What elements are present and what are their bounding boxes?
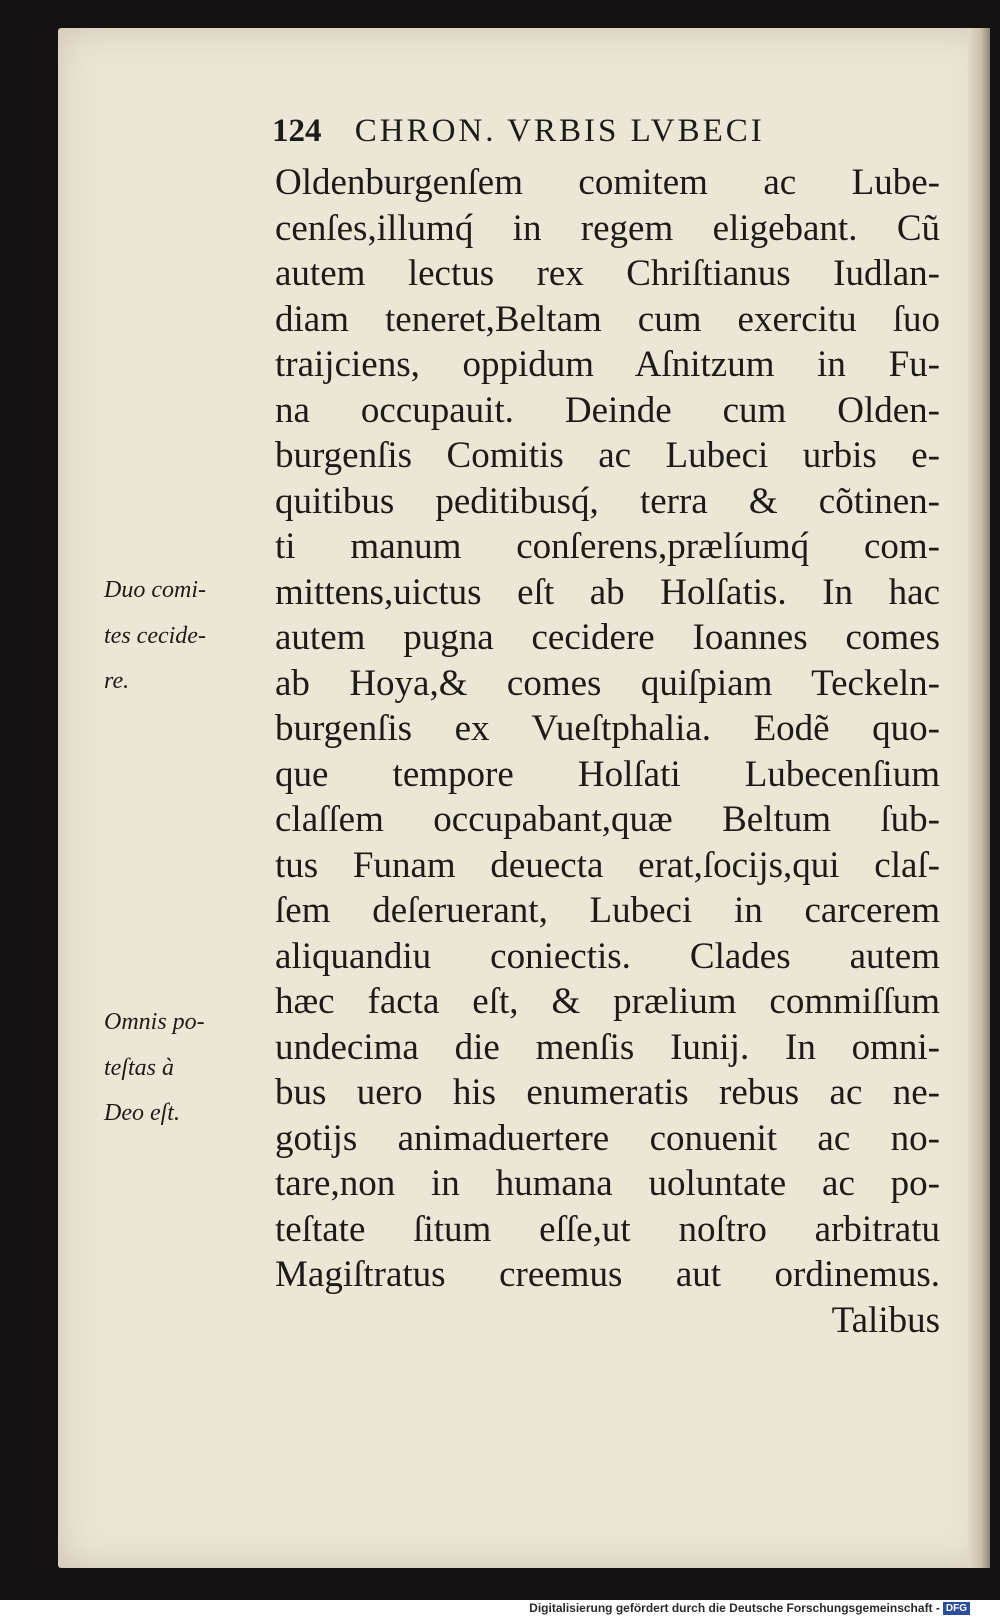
text-line: Magiſtratus creemus aut ordinemus. (275, 1254, 940, 1295)
dfg-logo: DFG (943, 1602, 970, 1615)
text-line: ſem deſeruerant, Lubeci in carcerem (275, 890, 940, 931)
text-line: diam teneret,Beltam cum exercitu ſuo (275, 298, 940, 340)
text-line: cenſes,illumq́ in regem eligebant. Cũ (275, 207, 940, 249)
digitization-credit (529, 1601, 970, 1615)
marginal-note-duo-comites (104, 568, 264, 705)
text-line: Talibus (831, 1299, 940, 1341)
marginal-note-omnis-potestas (104, 1000, 264, 1137)
marginal-note-line: Duo comi- (104, 577, 206, 603)
text-line: quitibus peditibusq́, terra & cõtinen- (275, 480, 940, 522)
text-line: que tempore Holſati Lubecenſium (275, 753, 940, 795)
text-line: tus Funam deuecta erat,ſocijs,qui claſ- (275, 844, 940, 886)
body-text (275, 160, 940, 1343)
text-line: traijciens, oppidum Aſnitzum in Fu- (275, 344, 940, 385)
text-line: na occupauit. Deinde cum Olden- (275, 389, 940, 431)
text-line: autem pugna cecidere Ioannes comes (275, 617, 940, 658)
text-line: undecima die menſis Iunij. In omni- (275, 1026, 940, 1068)
text-line: gotijs animaduertere conuenit ac no- (275, 1117, 940, 1159)
text-line: ab Hoya,& comes quiſpiam Teckeln- (275, 662, 940, 704)
text-line: claſſem occupabant,quæ Beltum ſub- (275, 799, 940, 840)
text-line: tare,non in humana uoluntate ac po- (275, 1163, 940, 1204)
marginal-note-line: tes cecide- (104, 622, 206, 649)
text-line: ti manum conſerens,prælíumq́ com- (275, 526, 940, 567)
text-line: aliquandiu coniectis. Clades autem (275, 935, 940, 977)
page-number: 124 (272, 113, 322, 149)
marginal-note-line: Deo eſt. (104, 1100, 180, 1126)
marginal-note-line: teſtas à (104, 1054, 174, 1081)
marginal-note-line: re. (104, 668, 130, 694)
text-line: hæc facta eſt, & prælium commiſſum (275, 981, 940, 1022)
page-edge (968, 28, 990, 1568)
text-line: Oldenburgenſem comitem ac Lube- (275, 162, 940, 203)
marginal-note-line: Omnis po- (104, 1009, 205, 1035)
running-title: CHRON. VRBIS LVBECI (354, 113, 765, 149)
text-line: teſtate ſitum eſſe,ut noſtro arbitratu (275, 1208, 940, 1250)
running-head (272, 113, 765, 150)
text-line: bus uero his enumeratis rebus ac ne- (275, 1072, 940, 1113)
text-line: mittens,uictus eſt ab Holſatis. In hac (275, 571, 940, 613)
text-line: burgenſis Comitis ac Lubeci urbis e- (275, 435, 940, 476)
text-line: burgenſis ex Vueſtphalia. Eodẽ quo- (275, 708, 940, 749)
text-line: autem lectus rex Chriſtianus Iudlan- (275, 253, 940, 294)
credit-text: Digitalisierung gefördert durch die Deutsche Forschungsgemeinschaft - (529, 1601, 940, 1615)
